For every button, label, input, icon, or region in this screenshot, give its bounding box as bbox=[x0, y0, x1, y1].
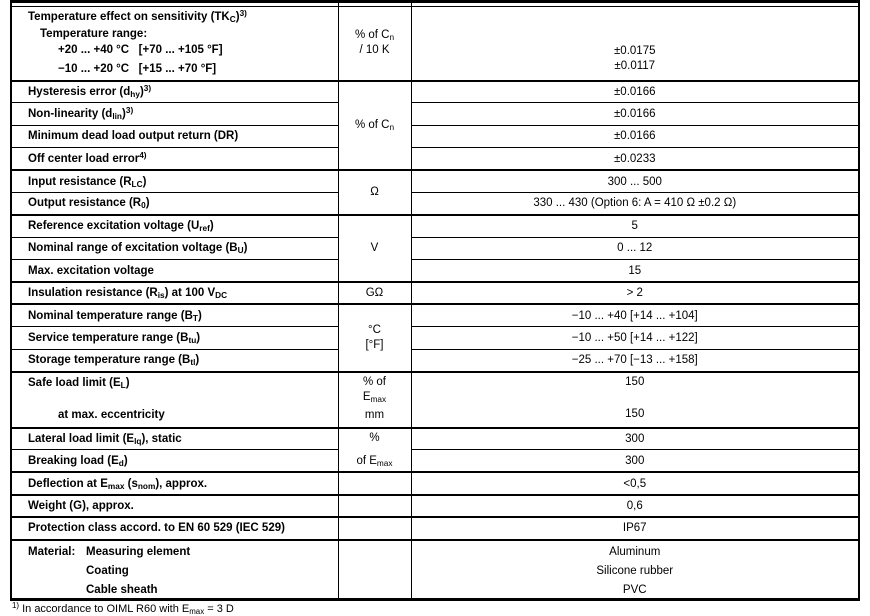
unit-cell bbox=[338, 428, 411, 473]
param-label bbox=[11, 7, 338, 81]
param-label: Hysteresis error $(d_{hy})^{3)}$ bbox=[11, 81, 338, 103]
value-line: 150 bbox=[625, 407, 645, 420]
value-line: PVC bbox=[622, 583, 647, 596]
spec-row-output-resistance bbox=[11, 192, 859, 214]
value-cell: −10 ... +50 [+14 ... +122] bbox=[411, 327, 859, 349]
value-cell: ±0.0166 bbox=[411, 125, 859, 147]
param-label: Weight (G), approx. bbox=[11, 495, 338, 517]
spec-row-reference-excitation bbox=[11, 215, 859, 237]
unit-cell bbox=[338, 517, 411, 539]
param-label: Service temperature range $(B_{tu})$ bbox=[11, 327, 338, 349]
unit-line: of $E_{max}$ bbox=[356, 454, 393, 469]
unit-line: / 10 K bbox=[359, 44, 390, 57]
param-label-line: Safe load limit $(E_L)$ bbox=[28, 376, 130, 390]
spec-row-material bbox=[11, 540, 859, 600]
param-label: Nominal temperature range $(B_T)$ bbox=[11, 304, 338, 326]
unit-cell bbox=[338, 304, 411, 371]
param-label: Reference excitation voltage $(U_{ref})$ bbox=[11, 215, 338, 237]
unit-line: % of $C_n$ bbox=[354, 29, 395, 43]
unit-line: % of bbox=[362, 375, 386, 388]
param-sub-line: +20 ... +40 °C [+70 ... +105 °F] bbox=[58, 44, 223, 56]
param-label: Max. excitation voltage bbox=[11, 260, 338, 282]
value-cell: 15 bbox=[411, 260, 859, 282]
spec-row-weight bbox=[11, 495, 859, 517]
unit-cell: GΩ bbox=[338, 282, 411, 304]
param-label-line bbox=[28, 545, 338, 560]
unit-cell: Ω bbox=[338, 170, 411, 215]
param-label: Output resistance $(R_0)$ bbox=[11, 192, 338, 214]
param-label: Insulation resistance $(R_{is})$ at 100 $V_{DC}$ bbox=[11, 282, 338, 304]
value-cell: −10 ... +40 [+14 ... +104] bbox=[411, 304, 859, 326]
unit-line: mm bbox=[364, 408, 385, 421]
value-cell: 5 bbox=[411, 215, 859, 237]
spec-row-off-center-load bbox=[11, 148, 859, 170]
material-prefix: Material: bbox=[28, 545, 76, 558]
unit-cell: V bbox=[338, 215, 411, 282]
value-cell: IP67 bbox=[411, 517, 859, 539]
spec-row-deflection bbox=[11, 472, 859, 494]
value-line: Silicone rubber bbox=[596, 564, 674, 577]
unit-cell bbox=[338, 472, 411, 494]
param-label: Nominal range of excitation voltage $(B_U)$ bbox=[11, 237, 338, 259]
param-sub-line: Coating bbox=[86, 564, 129, 577]
footnote: $^{1)}$ In accordance to OIML R60 with $E_{max} = 3$ D bbox=[12, 601, 234, 616]
spec-row-storage-temp-range bbox=[11, 349, 859, 371]
value-cell: 300 bbox=[411, 428, 859, 450]
value-cell bbox=[411, 7, 859, 81]
value-cell: ±0.0233 bbox=[411, 148, 859, 170]
param-label: Minimum dead load output return (DR) bbox=[11, 125, 338, 147]
spec-row-nominal-excitation bbox=[11, 237, 859, 259]
value-cell: > 2 bbox=[411, 282, 859, 304]
value-cell: 300 bbox=[411, 450, 859, 472]
spec-row-insulation-resistance bbox=[11, 282, 859, 304]
specifications-table bbox=[10, 0, 860, 601]
value-line: ±0.0117 bbox=[614, 59, 656, 72]
material-item: Measuring element bbox=[86, 545, 191, 558]
unit-cell bbox=[338, 495, 411, 517]
param-label: Input resistance $(R_{LC})$ bbox=[11, 170, 338, 192]
param-label bbox=[11, 372, 338, 428]
value-cell bbox=[411, 372, 859, 428]
param-sub-line: Temperature range: bbox=[40, 28, 148, 40]
spec-row-max-excitation bbox=[11, 260, 859, 282]
spec-row-lateral-load-limit bbox=[11, 428, 859, 450]
param-label: Protection class accord. to EN 60 529 (IEC 529) bbox=[11, 517, 338, 539]
value-cell: −25 ... +70 [−13 ... +158] bbox=[411, 349, 859, 371]
spec-row-temp-effect bbox=[11, 7, 859, 81]
value-cell: 0,6 bbox=[411, 495, 859, 517]
value-line: 150 bbox=[625, 375, 645, 388]
unit-cell: % of $C_n$ bbox=[338, 81, 411, 171]
param-label: Breaking load $(E_d)$ bbox=[11, 450, 338, 472]
param-sub-line: −10 ... +20 °C [+15 ... +70 °F] bbox=[58, 63, 217, 75]
value-cell: <0,5 bbox=[411, 472, 859, 494]
param-sub-line: at max. eccentricity bbox=[58, 408, 165, 421]
unit-line: % bbox=[369, 431, 380, 444]
value-line: ±0.0175 bbox=[614, 44, 656, 57]
param-label bbox=[11, 540, 338, 600]
spec-row-nominal-temp-range bbox=[11, 304, 859, 326]
param-label: Storage temperature range $(B_{tl})$ bbox=[11, 349, 338, 371]
unit-cell bbox=[338, 7, 411, 81]
value-cell: ±0.0166 bbox=[411, 103, 859, 125]
spec-row-protection-class bbox=[11, 517, 859, 539]
spec-row-hysteresis bbox=[11, 81, 859, 103]
value-cell: 330 ... 430 (Option 6: A = 410 Ω ±0.2 Ω) bbox=[411, 192, 859, 214]
value-cell: 300 ... 500 bbox=[411, 170, 859, 192]
unit-line: [°F] bbox=[365, 338, 384, 351]
param-label: Lateral load limit $(E_{lq})$, static bbox=[11, 428, 338, 450]
param-sub-line: Cable sheath bbox=[86, 583, 158, 596]
spec-row-service-temp-range bbox=[11, 327, 859, 349]
spec-row-safe-load-limit bbox=[11, 372, 859, 428]
unit-line: $E_{max}$ bbox=[362, 390, 387, 404]
value-line: Aluminum bbox=[609, 545, 661, 558]
param-label: Deflection at $E_{max}$ $(s_{nom})$, approx. bbox=[11, 472, 338, 494]
spec-row-breaking-load bbox=[11, 450, 859, 472]
value-cell bbox=[411, 540, 859, 600]
param-label: Off center load error$^{4)}$ bbox=[11, 148, 338, 170]
value-cell: 0 ... 12 bbox=[411, 237, 859, 259]
spec-row-dead-load-return bbox=[11, 125, 859, 147]
unit-cell bbox=[338, 372, 411, 428]
unit-cell bbox=[338, 540, 411, 600]
param-label: Non-linearity $(d_{lin})^{3)}$ bbox=[11, 103, 338, 125]
unit-line: °C bbox=[368, 323, 381, 336]
param-label-line: Temperature effect on sensitivity $(TK_C)^{3)}$ bbox=[28, 8, 247, 25]
spec-row-non-linearity bbox=[11, 103, 859, 125]
value-cell: ±0.0166 bbox=[411, 81, 859, 103]
spec-row-input-resistance bbox=[11, 170, 859, 192]
